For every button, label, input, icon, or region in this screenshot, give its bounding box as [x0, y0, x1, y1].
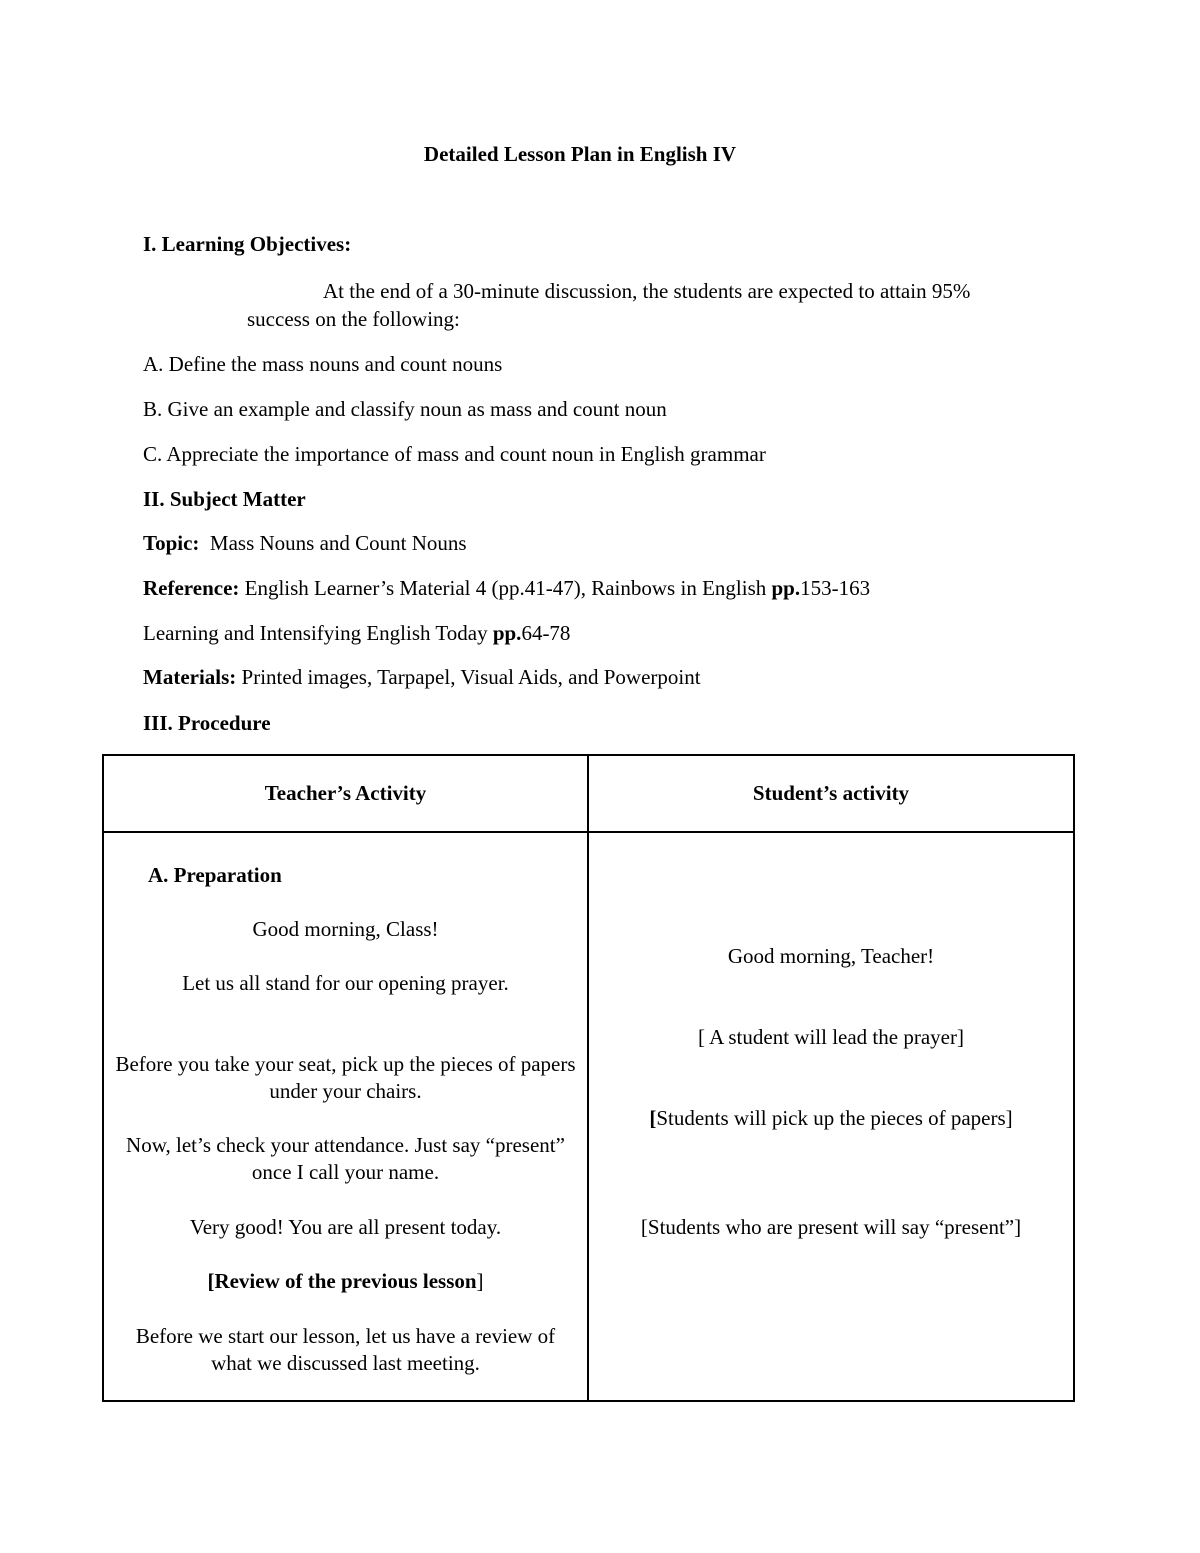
objectives-intro-line2: success on the following:	[247, 307, 460, 331]
teacher-activity-header: Teacher’s Activity	[264, 781, 427, 805]
student-papers-text: Students will pick up the pieces of papers]	[656, 1106, 1013, 1130]
student-present: [Students who are present will say “present”]	[640, 1215, 1022, 1239]
review-heading	[104, 1269, 587, 1294]
teacher-papers: Before you take your seat, pick up the pieces of papers under your chairs.	[115, 1052, 576, 1103]
student-greeting: Good morning, Teacher!	[727, 944, 935, 968]
topic-label: Topic:	[143, 531, 200, 555]
materials-line	[143, 665, 701, 690]
topic-line	[143, 531, 467, 556]
reference-value-b: 153-163	[800, 576, 871, 600]
objective-a: A. Define the mass nouns and count nouns	[143, 352, 503, 376]
topic-value: Mass Nouns and Count Nouns	[209, 531, 467, 555]
teacher-review-text: Before we start our lesson, let us have a review of what we discussed last meeting.	[135, 1324, 556, 1375]
reference-line	[143, 576, 870, 601]
reference-label: Reference:	[143, 576, 240, 600]
page-title: Detailed Lesson Plan in English IV	[423, 142, 737, 166]
reference-line2-b: 64-78	[521, 621, 571, 645]
teacher-attendance: Now, let’s check your attendance. Just say “present” once I call your name.	[126, 1133, 565, 1184]
reference-line2-a: Learning and Intensifying English Today	[143, 621, 493, 645]
reference-line2-pp: pp.	[492, 621, 522, 645]
teacher-all-present: Very good! You are all present today.	[189, 1215, 502, 1239]
preparation-heading: A. Preparation	[148, 863, 282, 887]
teacher-prayer: Let us all stand for our opening prayer.	[182, 971, 509, 995]
table-header-divider	[102, 831, 1075, 833]
student-papers	[589, 1106, 1073, 1131]
review-heading-bracket: ]	[476, 1269, 484, 1293]
student-activity-header: Student’s activity	[752, 781, 910, 805]
reference-pp: pp.	[771, 576, 801, 600]
materials-value: Printed images, Tarpapel, Visual Aids, and Powerpoint	[241, 665, 701, 689]
procedure-heading: III. Procedure	[143, 711, 271, 735]
materials-label: Materials:	[143, 665, 237, 689]
objective-c: C. Appreciate the importance of mass and count noun in English grammar	[143, 442, 766, 466]
teacher-greeting: Good morning, Class!	[252, 917, 439, 941]
objectives-intro-line1: At the end of a 30-minute discussion, the students are expected to attain 95%	[323, 279, 971, 303]
table-column-divider	[587, 754, 589, 1402]
review-heading-text: [Review of the previous lesson	[207, 1269, 477, 1293]
objective-b: B. Give an example and classify noun as mass and count noun	[143, 397, 667, 421]
reference-value-a: English Learner’s Material 4 (pp.41-47), Rainbows in English	[244, 576, 772, 600]
learning-objectives-heading: I. Learning Objectives:	[143, 232, 352, 256]
reference-line2	[143, 621, 570, 646]
student-papers-bracket: [	[649, 1106, 657, 1130]
student-prayer: [ A student will lead the prayer]	[698, 1025, 964, 1049]
subject-matter-heading: II. Subject Matter	[143, 487, 306, 511]
